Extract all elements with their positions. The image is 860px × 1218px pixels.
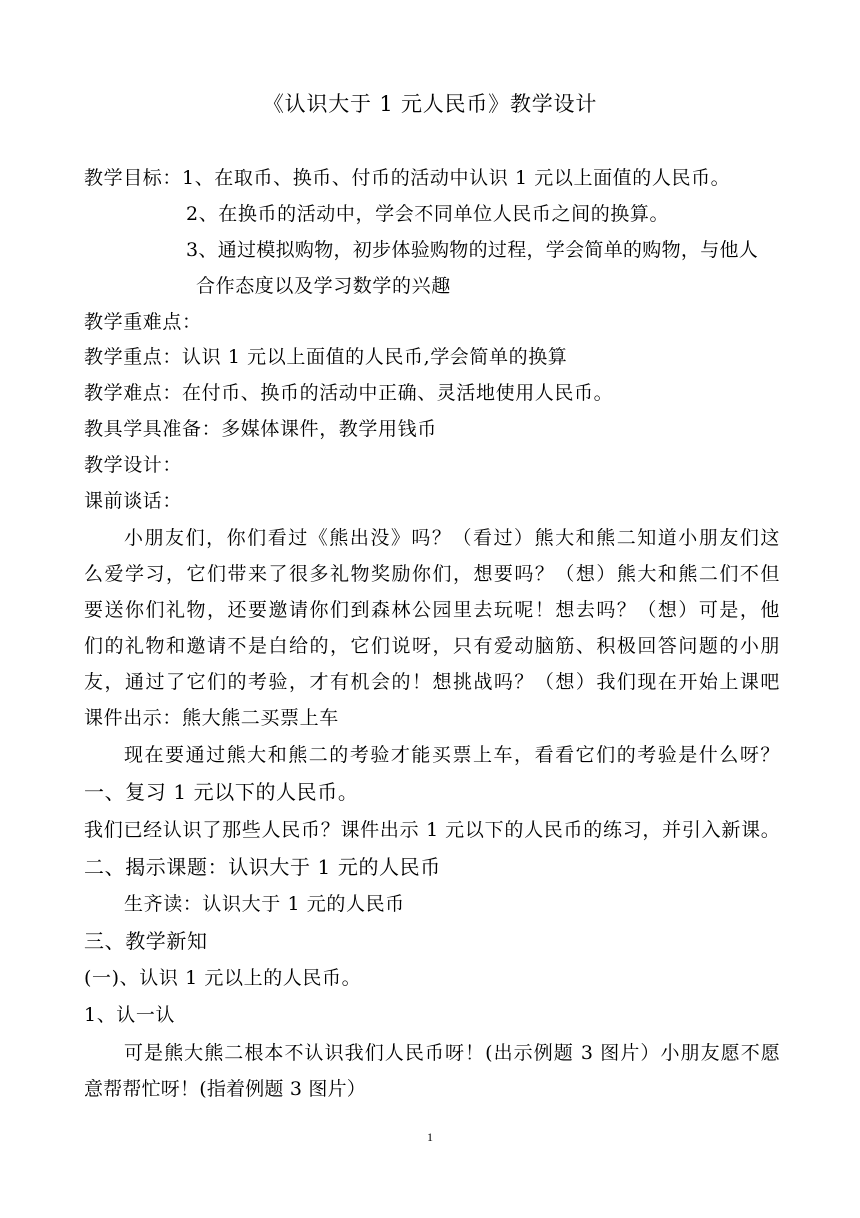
paragraph-1-line-3: 要送你们礼物，还要邀请你们到森林公园里去玩呢！想去吗？（想）可是，他: [84, 599, 780, 621]
subsection-1-heading: (一)、认识 1 元以上的人民币。: [84, 967, 362, 989]
objective-3-line2: 合作态度以及学习数学的兴趣: [196, 275, 451, 297]
paragraph-1-line-2: 么爱学习，它们带来了很多礼物奖励你们，想要吗？（想）熊大和熊二们不但: [84, 563, 780, 585]
objective-3-line1: 3、通过模拟购物，初步体验购物的过程，学会简单的购物，与他人: [186, 239, 759, 261]
difficult-point: 教学难点：在付币、换币的活动中正确、灵活地使用人民币。: [84, 382, 614, 404]
item-1-heading: 1、认一认: [84, 1004, 176, 1026]
section-3-heading: 三、教学新知: [84, 929, 208, 953]
preclass-label: 课前谈话：: [84, 490, 183, 512]
document-title: 《认识大于 1 元人民币》教学设计: [262, 92, 598, 116]
paragraph-3-line-1: 可是熊大熊二根本不认识我们人民币呀！(出示例题 3 图片）小朋友愿不愿: [124, 1042, 780, 1064]
paragraph-1-line-1: 小朋友们，你们看过《熊出没》吗？（看过）熊大和熊二知道小朋友们这: [124, 527, 780, 549]
key-difficult-label: 教学重难点：: [84, 311, 202, 333]
paragraph-1-line-4: 们的礼物和邀请不是白给的，它们说呀，只有爱动脑筋、积极回答问题的小朋: [84, 635, 780, 657]
paragraph-1-line-5: 友，通过了它们的考验，才有机会的！想挑战吗？（想）我们现在开始上课吧: [84, 671, 780, 693]
objective-1: 1、在取币、换币、付币的活动中认识 1 元以上面值的人民币。: [182, 167, 731, 189]
objectives-row: [84, 166, 730, 190]
section-1-text: 我们已经认识了那些人民币？课件出示 1 元以下的人民币的练习，并引入新课。: [84, 819, 780, 841]
paragraph-3-line-2: 意帮帮忙呀！(指着例题 3 图片）: [84, 1078, 366, 1100]
objectives-label: 教学目标：: [84, 167, 183, 189]
objective-2: 2、在换币的活动中，学会不同单位人民币之间的换算。: [186, 203, 670, 225]
key-point: 教学重点：认识 1 元以上面值的人民币,学会简单的换算: [84, 346, 568, 368]
page-number: 1: [427, 1130, 433, 1144]
section-2-heading: 二、揭示课题：认识大于 1 元的人民币: [84, 855, 441, 879]
section-1-heading: 一、复习 1 元以下的人民币。: [84, 780, 359, 804]
read-aloud: 生齐读：认识大于 1 元的人民币: [124, 893, 405, 915]
design-label: 教学设计：: [84, 454, 183, 476]
materials: 教具学具准备：多媒体课件，教学用钱币: [84, 418, 437, 440]
paragraph-2: 现在要通过熊大和熊二的考验才能买票上车，看看它们的考验是什么呀？: [124, 744, 780, 766]
courseware-show: 课件出示：熊大熊二买票上车: [84, 707, 339, 729]
